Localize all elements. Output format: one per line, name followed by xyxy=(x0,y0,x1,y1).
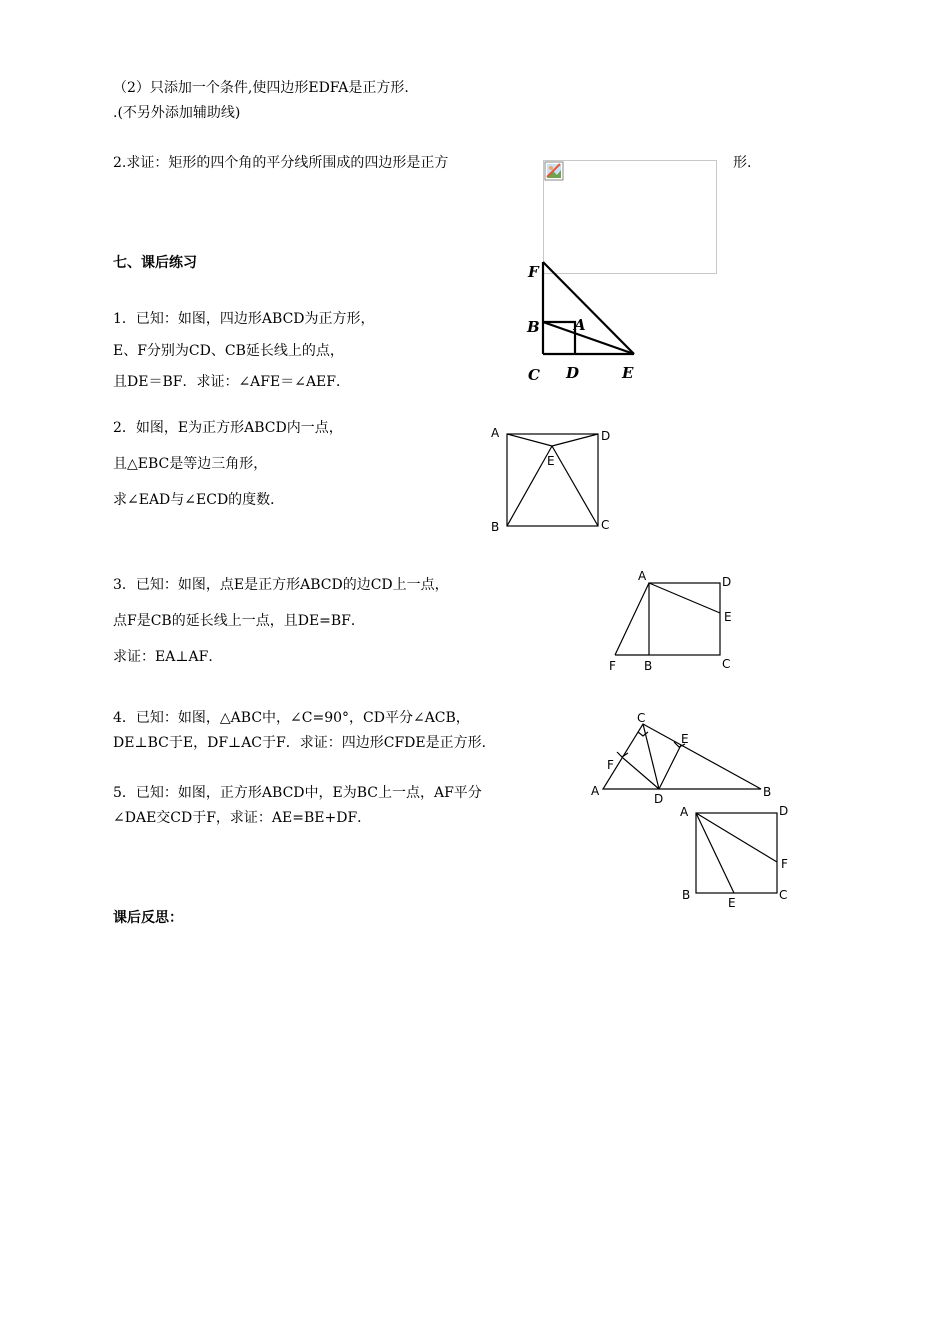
fig4-label-E: E xyxy=(681,732,689,746)
reflection-heading: 课后反思： xyxy=(113,910,183,926)
fig3-label-F: F xyxy=(609,659,616,673)
q2-note-text: .(不另外添加辅助线) xyxy=(113,105,241,121)
fig4-label-B: B xyxy=(763,785,772,799)
figure-5-lines xyxy=(696,813,777,893)
exercise4-line2: DE⊥BC于E，DF⊥AC于F．求证：四边形CFDE是正方形． xyxy=(113,735,496,751)
fig3-label-D: D xyxy=(722,575,732,589)
exercise3-line1: 3．已知：如图，点E是正方形ABCD的边CD上一点， xyxy=(113,577,449,593)
exercise1-line3: 且DE＝BF．求证：∠AFE＝∠AEF． xyxy=(113,374,350,390)
fig1-label-D: D xyxy=(566,364,580,382)
fig3-label-B: B xyxy=(644,659,653,673)
exercise3-line2: 点F是CB的延长线上一点，且DE=BF． xyxy=(113,613,365,629)
exercise1-line2: E、F分别为CD、CB延长线上的点， xyxy=(113,343,344,359)
problem2-tail: 形. xyxy=(733,155,752,171)
exercise4-line1: 4．已知：如图，△ABC中，∠C=90°，CD平分∠ACB， xyxy=(113,710,470,726)
fig5-label-A: A xyxy=(680,805,689,819)
fig5-label-D: D xyxy=(779,804,789,818)
exercise2-line2: 且△EBC是等边三角形， xyxy=(113,456,268,472)
fig2-label-B: B xyxy=(491,520,500,534)
fig3-label-C: C xyxy=(722,657,731,671)
q2-part2-text: （2）只添加一个条件,使四边形EDFA是正方形. xyxy=(113,80,409,96)
fig1-label-C: C xyxy=(528,366,540,384)
fig5-label-B: B xyxy=(682,888,691,902)
exercise5-line1: 5．已知：如图，正方形ABCD中，E为BC上一点，AF平分 xyxy=(113,785,482,801)
exercise3-line3: 求证：EA⊥AF． xyxy=(113,649,223,665)
problem2-text: 2.求证：矩形的四个角的平分线所围成的四边形是正方 xyxy=(113,155,449,171)
exercise1-line1: 1．已知：如图，四边形ABCD为正方形， xyxy=(113,311,375,327)
fig2-label-E: E xyxy=(547,454,555,468)
fig2-label-A: A xyxy=(491,426,500,440)
exercise2-line1: 2．如图，E为正方形ABCD内一点， xyxy=(113,420,343,436)
fig3-label-A: A xyxy=(638,569,647,583)
fig2-label-C: C xyxy=(601,518,610,532)
fig3-label-E: E xyxy=(724,610,732,624)
fig4-label-C: C xyxy=(637,711,646,725)
exercise5-line2: ∠DAE交CD于F，求证：AE=BE+DF． xyxy=(113,810,372,826)
fig4-label-D: D xyxy=(654,792,664,806)
fig5-label-E: E xyxy=(728,896,736,910)
fig1-label-F: F xyxy=(528,263,539,281)
fig1-label-E: E xyxy=(622,364,634,382)
fig5-label-F: F xyxy=(781,857,788,871)
fig2-label-D: D xyxy=(601,429,611,443)
fig1-label-B: B xyxy=(527,318,540,336)
fig1-label-A: A xyxy=(574,316,586,334)
exercise2-line3: 求∠EAD与∠ECD的度数． xyxy=(113,492,285,508)
fig5-label-C: C xyxy=(779,888,788,902)
fig4-label-F: F xyxy=(607,758,614,772)
section7-heading: 七、课后练习 xyxy=(113,255,197,271)
fig4-label-A: A xyxy=(591,784,600,798)
